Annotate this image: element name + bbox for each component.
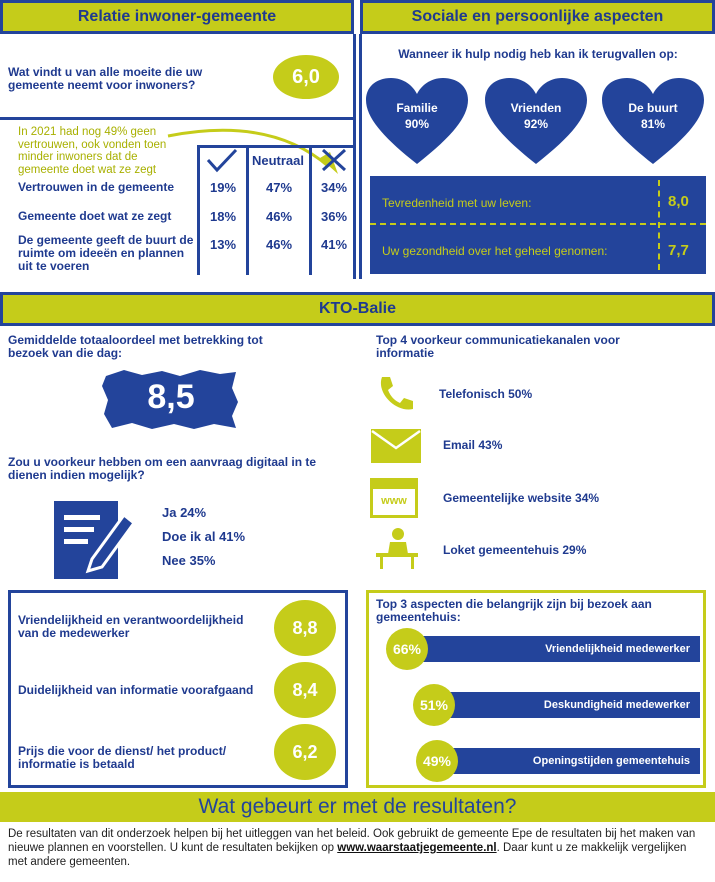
desk-icon: [374, 526, 420, 570]
overall-score-block: [102, 368, 240, 430]
sociaal-header: [360, 0, 715, 34]
table-row-label: Vertrouwen in de gemeente: [18, 180, 175, 194]
rating-badge: [274, 724, 336, 780]
results-text-before: De resultaten van dit onderzoek helpen bij het uitleggen van het beleid. Ook gebruikt de gemeente Epe de resultaten bij het maken van nieuwe plannen en voorstellen. U kunt de resultaten bekijken op: [8, 828, 696, 854]
website-icon: [370, 478, 418, 518]
top3-bar: [436, 748, 700, 774]
rating-value: 8,4: [292, 679, 318, 700]
overall-question: Gemiddelde totaaloordeel met betrekking tot bezoek van die dag:: [8, 333, 263, 360]
kto-title: KTO-Balie: [318, 300, 397, 317]
digital-question: Zou u voorkeur hebben om een aanvraag digitaal in te dienen indien mogelijk?: [8, 455, 317, 482]
table-cell-disagree: 36%: [320, 209, 348, 224]
top3-pct-badge: 49%: [416, 740, 458, 782]
score-value: 7,7: [668, 242, 689, 259]
results-title: Wat gebeurt er met de resultaten?: [198, 795, 517, 818]
cross-icon: [320, 147, 348, 173]
rating-label: Vriendelijkheid en verantwoordelijkheid van de medewerker: [18, 613, 244, 640]
relatie-divider: [0, 117, 356, 120]
digital-answer: Nee 35%: [162, 553, 216, 568]
relatie-score-badge: [273, 55, 339, 99]
top3-pct-badge: 66%: [386, 628, 428, 670]
channel-label: Telefonisch 50%: [439, 387, 533, 401]
results-header: [0, 792, 715, 822]
heart-label: Familie 90%: [396, 101, 438, 131]
score-value: 8,0: [668, 193, 689, 210]
website-icon-bar: [373, 481, 415, 489]
col-neutral-header: Neutraal: [251, 153, 305, 168]
top3-bar: [406, 636, 700, 662]
form-pen-icon: [52, 495, 138, 581]
heart-vrienden: [483, 76, 589, 166]
rating-badge: [274, 662, 336, 718]
top3-bar-label: Openingstijden gemeentehuis: [532, 755, 690, 767]
table-cell-agree: 19%: [209, 180, 237, 195]
top3-pct-badge: 51%: [413, 684, 455, 726]
table-cell-neutral: 47%: [265, 180, 293, 195]
rating-value: 6,2: [292, 741, 318, 762]
table-cell-disagree: 41%: [320, 237, 348, 252]
channel-label: Email 43%: [443, 438, 503, 452]
table-row-label: Gemeente doet wat ze zegt: [18, 209, 172, 223]
channel-label: Gemeentelijke website 34%: [443, 491, 600, 505]
check-icon: [205, 147, 239, 173]
sociaal-title: Sociale en persoonlijke aspecten: [411, 8, 664, 25]
score-label: Tevredenheid met uw leven:: [382, 196, 532, 210]
relatie-score: 6,0: [292, 65, 320, 88]
relatie-note: In 2021 had nog 49% geen vertrouwen, ook vonden toen minder inwoners dat de gemeente doet wat ze zegt: [18, 126, 167, 176]
results-link[interactable]: www.waarstaatjegemeente.nl: [337, 842, 497, 854]
dashed-divider-h: [370, 223, 706, 225]
email-icon: [370, 428, 422, 464]
rating-badge: [274, 600, 336, 656]
rating-label: Prijs die voor de dienst/ het product/ informatie is betaald: [18, 744, 227, 771]
table-cell-agree: 18%: [209, 209, 237, 224]
top3-bar: [433, 692, 700, 718]
rating-label: Duidelijkheid van informatie voorafgaand: [18, 683, 254, 697]
dashed-divider-v: [658, 180, 660, 270]
table-cell-disagree: 34%: [320, 180, 348, 195]
rating-value: 8,8: [292, 617, 318, 638]
life-scores-box: [370, 176, 706, 274]
top3-title: Top 3 aspecten die belangrijk zijn bij bezoek aan gemeentehuis:: [376, 597, 652, 624]
website-icon-text: www: [381, 495, 407, 507]
heart-label: De buurt 81%: [628, 101, 678, 131]
top3-bar-label: Deskundigheid medewerker: [543, 699, 690, 711]
digital-answer: Doe ik al 41%: [162, 529, 246, 544]
table-cell-neutral: 46%: [265, 209, 293, 224]
channels-title: Top 4 voorkeur communicatiekanalen voor informatie: [376, 333, 620, 360]
results-text: [8, 827, 708, 869]
relatie-header: [0, 0, 354, 34]
kto-header: [0, 292, 715, 326]
score-label: Uw gezondheid over het geheel genomen:: [382, 244, 608, 258]
relatie-question: Wat vindt u van alle moeite die uw gemeente neemt voor inwoners?: [8, 65, 203, 92]
table-cell-agree: 13%: [209, 237, 237, 252]
phone-icon: [376, 375, 414, 413]
digital-answer: Ja 24%: [162, 505, 207, 520]
results-text-after: . Daar kunt u ze makkelijk vergelijken met andere gemeenten.: [8, 842, 687, 868]
top3-bar-label: Vriendelijkheid medewerker: [545, 643, 690, 655]
heart-buurt: [600, 76, 706, 166]
relatie-title: Relatie inwoner-gemeente: [77, 8, 277, 25]
heart-familie: [364, 76, 470, 166]
channel-label: Loket gemeentehuis 29%: [443, 543, 587, 557]
heart-label: Vrienden 92%: [510, 101, 562, 131]
table-cell-neutral: 46%: [265, 237, 293, 252]
overall-score: 8,5: [147, 378, 195, 416]
sociaal-question: Wanneer ik hulp nodig heb kan ik terugvallen op:: [398, 47, 678, 61]
table-row-label: De gemeente geeft de buurt de ruimte om ideeën en plannen uit te voeren: [18, 233, 194, 273]
